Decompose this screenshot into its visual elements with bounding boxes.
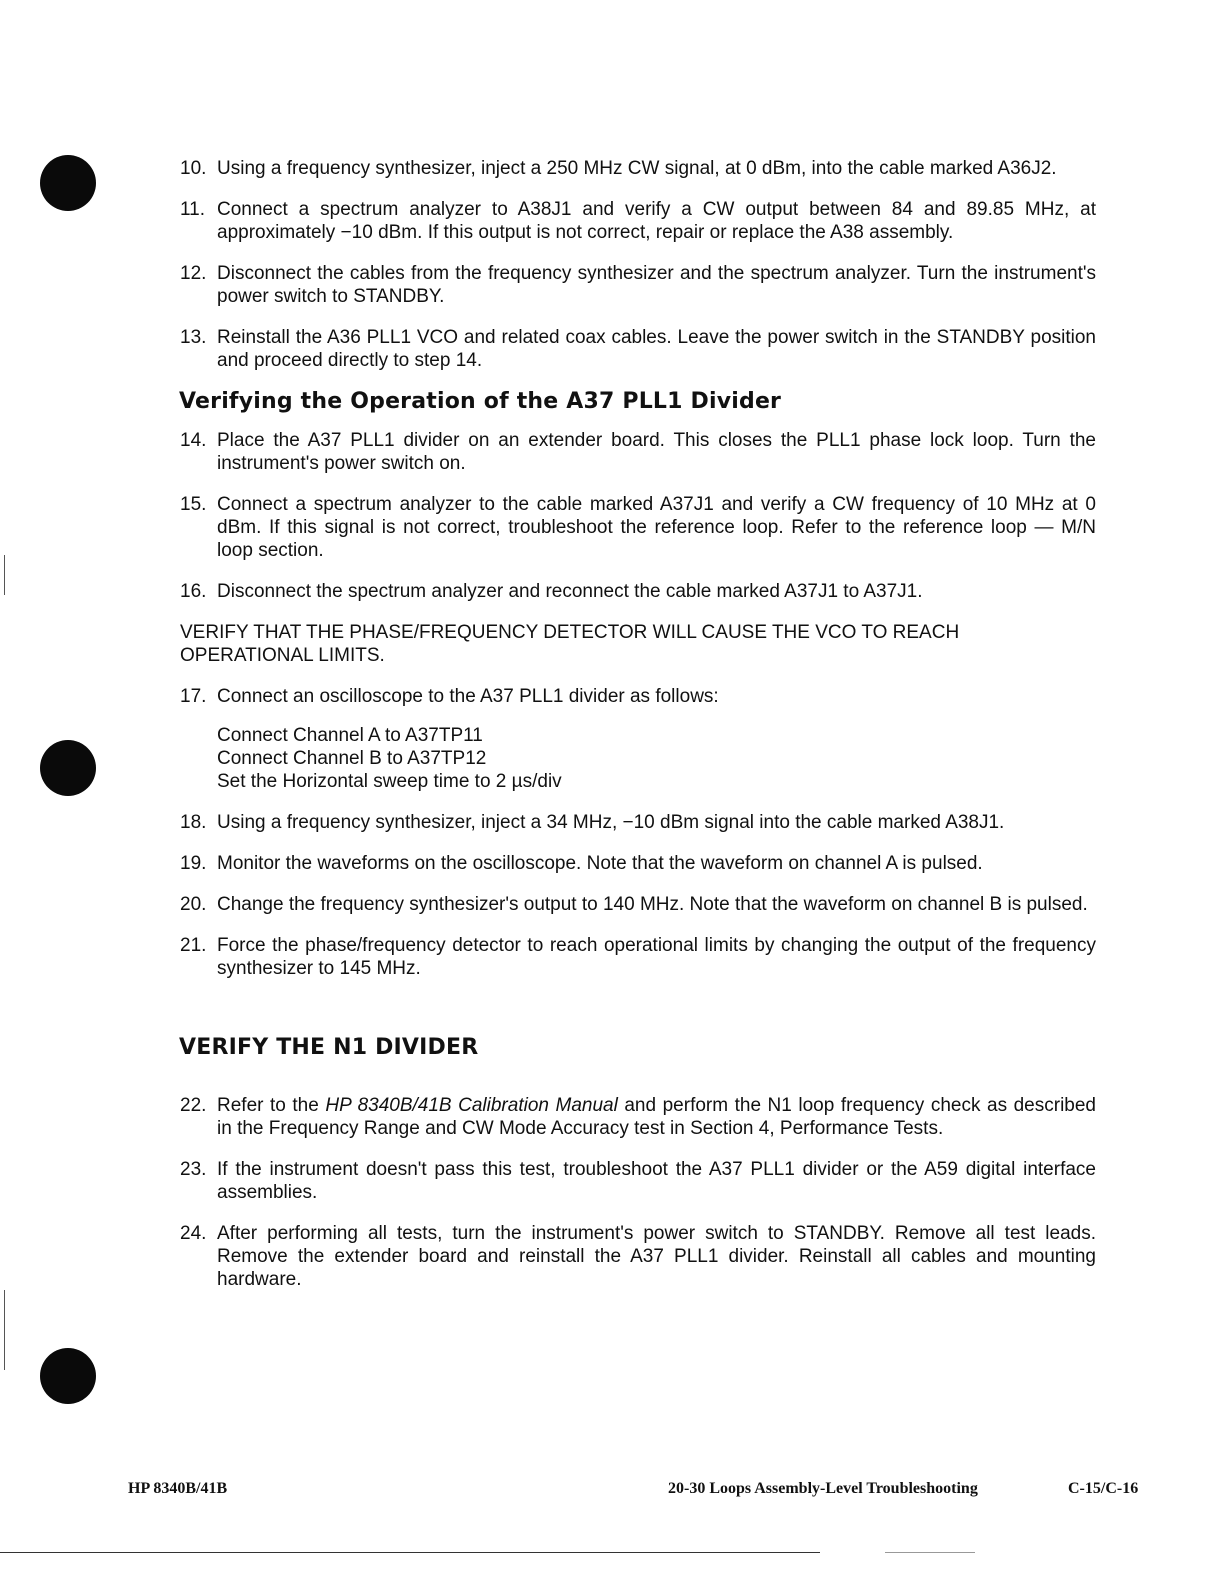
setup-line: Set the Horizontal sweep time to 2 µs/div: [217, 771, 562, 792]
step-number: 12.: [180, 263, 207, 284]
step-number: 21.: [180, 935, 207, 956]
step-item: [180, 934, 1096, 980]
manual-title: HP 8340B/41B Calibration Manual: [325, 1095, 618, 1116]
step-text: Monitor the waveforms on the oscilloscope. Note that the waveform on channel A is pulsed.: [217, 853, 983, 874]
step-text: Force the phase/frequency detector to reach operational limits by changing the output of the frequency synthesizer to 145 MHz.: [217, 935, 1096, 979]
page-edge-mark: [4, 1290, 5, 1370]
step-item: [180, 1222, 1096, 1291]
page-content: [180, 157, 1096, 1309]
step-text-part: and perform the N1 loop frequency check as described in the Frequency Range and CW Mode Accuracy test in Section 4, Performance Tests.: [217, 1095, 1096, 1139]
step-text: Using a frequency synthesizer, inject a 34 MHz, −10 dBm signal into the cable marked A38J1.: [217, 812, 1005, 833]
footer-page-number: C-15/C-16: [1068, 1480, 1139, 1497]
step-item: [180, 580, 1096, 603]
step-number: 24.: [180, 1223, 207, 1244]
step-item: [180, 893, 1096, 916]
step-number: 15.: [180, 494, 207, 515]
step-number: 20.: [180, 894, 207, 915]
step-number: 13.: [180, 327, 207, 348]
step-number: 18.: [180, 812, 207, 833]
section-heading: Verifying the Operation of the A37 PLL1 Divider: [179, 389, 782, 414]
bottom-rule: [885, 1552, 975, 1553]
step-text: Place the A37 PLL1 divider on an extender board. This closes the PLL1 phase lock loop. Turn the instrument's power switch on.: [217, 430, 1096, 474]
page-edge-mark: [4, 555, 5, 595]
step-text-part: Refer to the: [217, 1095, 326, 1116]
step-text: Connect an oscilloscope to the A37 PLL1 divider as follows:: [217, 686, 719, 707]
binder-hole-icon: [40, 1348, 96, 1404]
step-text: Connect a spectrum analyzer to the cable marked A37J1 and verify a CW frequency of 10 MHz at 0 dBm. If this signal is not correct, troubleshoot the reference loop. Refer to the reference loop — M/N loop section.: [217, 494, 1096, 561]
step-text: Reinstall the A36 PLL1 VCO and related coax cables. Leave the power switch in the STANDBY position and proceed directly to step 14.: [217, 327, 1096, 371]
setup-line: Connect Channel B to A37TP12: [217, 748, 487, 769]
oscilloscope-setup-list: [217, 724, 1096, 793]
step-item: [180, 157, 1096, 180]
step-item: [180, 1158, 1096, 1204]
step-item: [180, 1094, 1096, 1140]
step-number: 17.: [180, 686, 207, 707]
step-number: 16.: [180, 581, 207, 602]
step-number: 19.: [180, 853, 207, 874]
step-item: [180, 262, 1096, 308]
step-text: Using a frequency synthesizer, inject a 250 MHz CW signal, at 0 dBm, into the cable marked A36J2.: [217, 158, 1057, 179]
binder-hole-icon: [40, 740, 96, 796]
step-number: 14.: [180, 430, 207, 451]
step-number: 22.: [180, 1095, 207, 1116]
step-text: [217, 1094, 1096, 1140]
step-text: Disconnect the spectrum analyzer and reconnect the cable marked A37J1 to A37J1.: [217, 581, 923, 602]
step-number: 23.: [180, 1159, 207, 1180]
section-heading: VERIFY THE N1 DIVIDER: [179, 1035, 479, 1060]
step-item: [180, 685, 1096, 708]
setup-line: Connect Channel A to A37TP11: [217, 725, 483, 746]
step-number: 11.: [180, 199, 206, 220]
step-item: [180, 811, 1096, 834]
footer-section: 20-30 Loops Assembly-Level Troubleshooting: [668, 1480, 978, 1497]
step-item: [180, 493, 1096, 562]
step-text: If the instrument doesn't pass this test, troubleshoot the A37 PLL1 divider or the A59 digital interface assemblies.: [217, 1159, 1096, 1203]
step-text: Connect a spectrum analyzer to A38J1 and verify a CW output between 84 and 89.85 MHz, at approximately −10 dBm. If this output is not correct, repair or replace the A38 assembly.: [217, 199, 1096, 243]
bottom-rule: [0, 1552, 820, 1553]
footer-model: HP 8340B/41B: [128, 1480, 228, 1497]
step-item: [180, 198, 1096, 244]
step-text: Disconnect the cables from the frequency synthesizer and the spectrum analyzer. Turn the instrument's power switch to STANDBY.: [217, 263, 1096, 307]
step-item: [180, 326, 1096, 372]
step-item: [180, 429, 1096, 475]
caps-instruction: VERIFY THAT THE PHASE/FREQUENCY DETECTOR WILL CAUSE THE VCO TO REACH OPERATIONAL LIMITS.: [180, 622, 960, 666]
binder-hole-icon: [40, 155, 96, 211]
step-item: [180, 852, 1096, 875]
step-number: 10.: [180, 158, 207, 179]
step-text: After performing all tests, turn the instrument's power switch to STANDBY. Remove all test leads. Remove the extender board and reinstall the A37 PLL1 divider. Reinstall all cables and mounting hardware.: [217, 1223, 1096, 1290]
step-text: Change the frequency synthesizer's output to 140 MHz. Note that the waveform on channel B is pulsed.: [217, 894, 1088, 915]
